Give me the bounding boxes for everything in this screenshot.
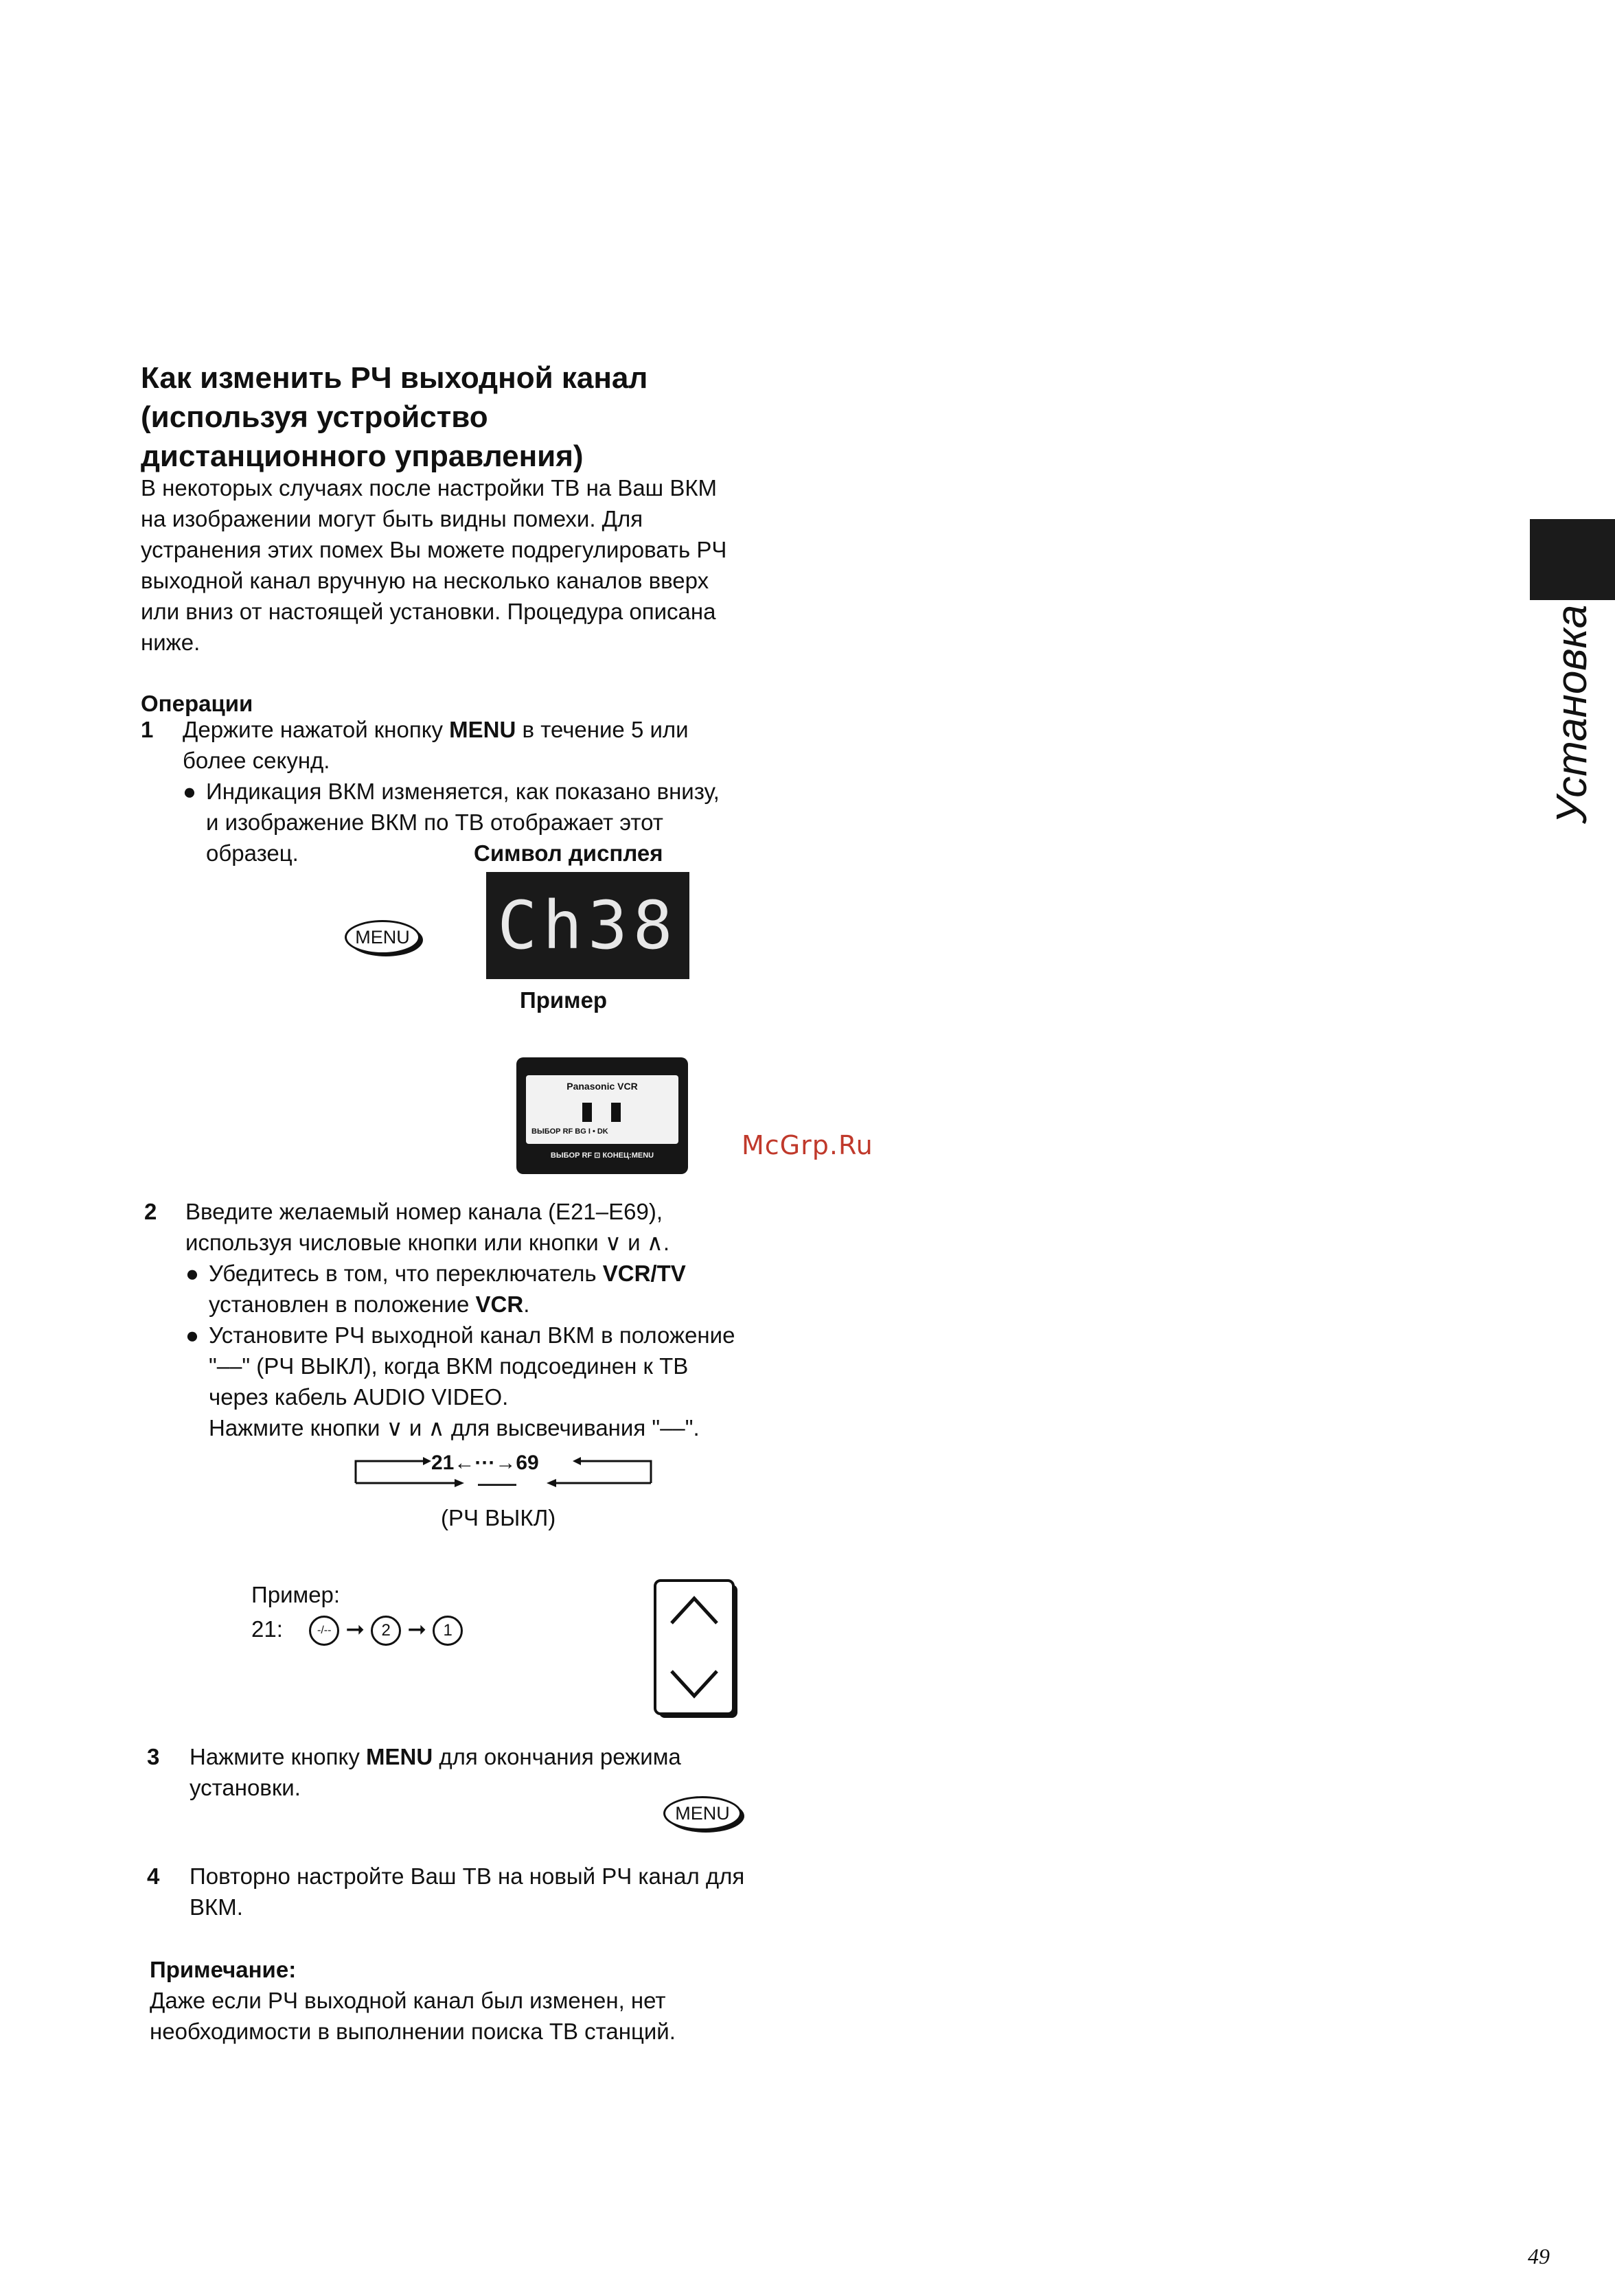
step-1-sub-3: образец. xyxy=(206,840,299,866)
operations-heading: Операции xyxy=(141,691,253,716)
bullet-dot: ● xyxy=(185,1261,199,1286)
step-1-sub-2: и изображение ВКМ по ТВ отображает этот xyxy=(206,810,663,835)
intro-line: или вниз от настоящей установки. Процедура описана xyxy=(141,599,716,624)
tv-screen-inner xyxy=(526,1075,678,1144)
step-3-number: 3 xyxy=(147,1744,160,1769)
intro-line: ниже. xyxy=(141,630,201,655)
step-4-line-1: Повторно настройте Ваш ТВ на новый РЧ канал для xyxy=(190,1863,745,1889)
title-line-2: (используя устройство xyxy=(141,400,488,434)
step-1-text-a: Держите нажатой кнопку xyxy=(183,717,450,742)
intro-paragraph xyxy=(141,472,726,658)
chevrons-icon xyxy=(656,1582,732,1712)
menu-button-icon: MENU xyxy=(345,920,420,954)
page-number: 49 xyxy=(1528,2244,1550,2269)
vcr-display: Ch38 xyxy=(486,872,689,979)
step-1-sub-1: Индикация ВКМ изменяется, как показано внизу, xyxy=(206,779,720,804)
step-2-b2-line-1: Установите РЧ выходной канал ВКМ в положение xyxy=(209,1322,735,1348)
example-label: Пример xyxy=(520,987,608,1013)
page-title xyxy=(141,358,827,476)
step-2-b2-line-2: "––" (РЧ ВЫКЛ), когда ВКМ подсоединен к ТВ xyxy=(209,1353,689,1379)
step-2-b1-l2-vcr: VCR xyxy=(475,1292,524,1317)
example-2-label: Пример: xyxy=(251,1582,341,1607)
example-2-prefix: 21: xyxy=(251,1616,283,1642)
tv-bottom-text: ВЫБОР RF ⊡ КОНЕЦ:MENU xyxy=(550,1151,654,1160)
key-2-icon: 2 xyxy=(371,1616,401,1646)
step-3-text xyxy=(190,1741,681,1803)
intro-line: на изображении могут быть видны помехи. Для xyxy=(141,506,643,531)
note-line-1: Даже если РЧ выходной канал был изменен, нет xyxy=(150,1988,666,2013)
step-1-text-c: в течение 5 или xyxy=(516,717,689,742)
watermark: McGrp.Ru xyxy=(742,1130,873,1160)
step-2-line-1: Введите желаемый номер канала (E21–E69), xyxy=(185,1199,663,1224)
step-4-text xyxy=(190,1861,744,1922)
tv-screen-illustration xyxy=(516,1057,688,1174)
display-symbol-label: Символ дисплея xyxy=(474,840,663,866)
title-line-1: Как изменить РЧ выходной канал xyxy=(141,361,648,395)
example-2-sequence xyxy=(251,1614,463,1646)
cycle-caption: (РЧ ВЫКЛ) xyxy=(441,1505,556,1530)
up-down-keys-icon xyxy=(654,1579,735,1715)
arrow-icon: ➞ xyxy=(345,1616,365,1642)
step-2-b2-line-4: Нажмите кнопки ∨ и ∧ для высвечивания "––". xyxy=(209,1415,700,1440)
step-4-number: 4 xyxy=(147,1863,160,1889)
section-side-label: Установка xyxy=(1548,604,1596,824)
step-2-b1-switch: VCR/TV xyxy=(602,1261,686,1286)
step-2-text xyxy=(185,1196,735,1443)
tv-sub-text: ВЫБОР RF BG I • DK xyxy=(531,1127,608,1136)
bullet-dot: ● xyxy=(183,779,196,804)
step-4-line-2: ВКМ. xyxy=(190,1894,243,1920)
intro-line: выходной канал вручную на несколько каналов вверх xyxy=(141,568,709,593)
note xyxy=(150,1954,676,2047)
dash-key-icon: -/-- xyxy=(309,1616,339,1646)
step-1-menu-word: MENU xyxy=(449,717,516,742)
step-3-text-a: Нажмите кнопку xyxy=(190,1744,367,1769)
tv-digit-block xyxy=(582,1103,592,1122)
step-2-line-2: используя числовые кнопки или кнопки ∨ и ∧. xyxy=(185,1230,670,1255)
bullet-dot: ● xyxy=(185,1322,199,1348)
key-1-icon: 1 xyxy=(433,1616,463,1646)
step-3-menu-word: MENU xyxy=(366,1744,433,1769)
title-line-3: дистанционного управления) xyxy=(141,439,584,473)
step-3-line-2: установки. xyxy=(190,1775,301,1800)
menu-button-icon: MENU xyxy=(663,1796,742,1830)
intro-line: устранения этих помех Вы можете подрегулировать РЧ xyxy=(141,537,727,562)
section-tab-marker xyxy=(1530,519,1615,600)
cycle-bottom-label: —— xyxy=(478,1473,516,1494)
note-line-2: необходимости в выполнении поиска ТВ станций. xyxy=(150,2019,676,2044)
step-2-b1-l2-a: установлен в положение xyxy=(209,1292,476,1317)
tv-digit-block xyxy=(611,1103,621,1122)
step-2-number: 2 xyxy=(144,1199,157,1224)
cycle-top-label: 21←···→69 xyxy=(431,1451,539,1474)
tv-brand-text: Panasonic VCR xyxy=(566,1081,638,1092)
step-2-b2-line-3: через кабель AUDIO VIDEO. xyxy=(209,1384,509,1410)
step-1-text xyxy=(183,714,689,776)
note-title: Примечание: xyxy=(150,1957,297,1982)
step-1-line-2: более секунд. xyxy=(183,748,330,773)
arrow-icon: ➞ xyxy=(407,1616,427,1642)
step-1-number: 1 xyxy=(141,717,154,742)
step-2-b1-a: Убедитесь в том, что переключатель xyxy=(209,1261,603,1286)
channel-cycle-diagram xyxy=(354,1447,654,1494)
step-3-text-c: для окончания режима xyxy=(433,1744,681,1769)
step-2-b1-l2-c: . xyxy=(523,1292,530,1317)
intro-line: В некоторых случаях после настройки ТВ на Ваш ВКМ xyxy=(141,475,718,501)
